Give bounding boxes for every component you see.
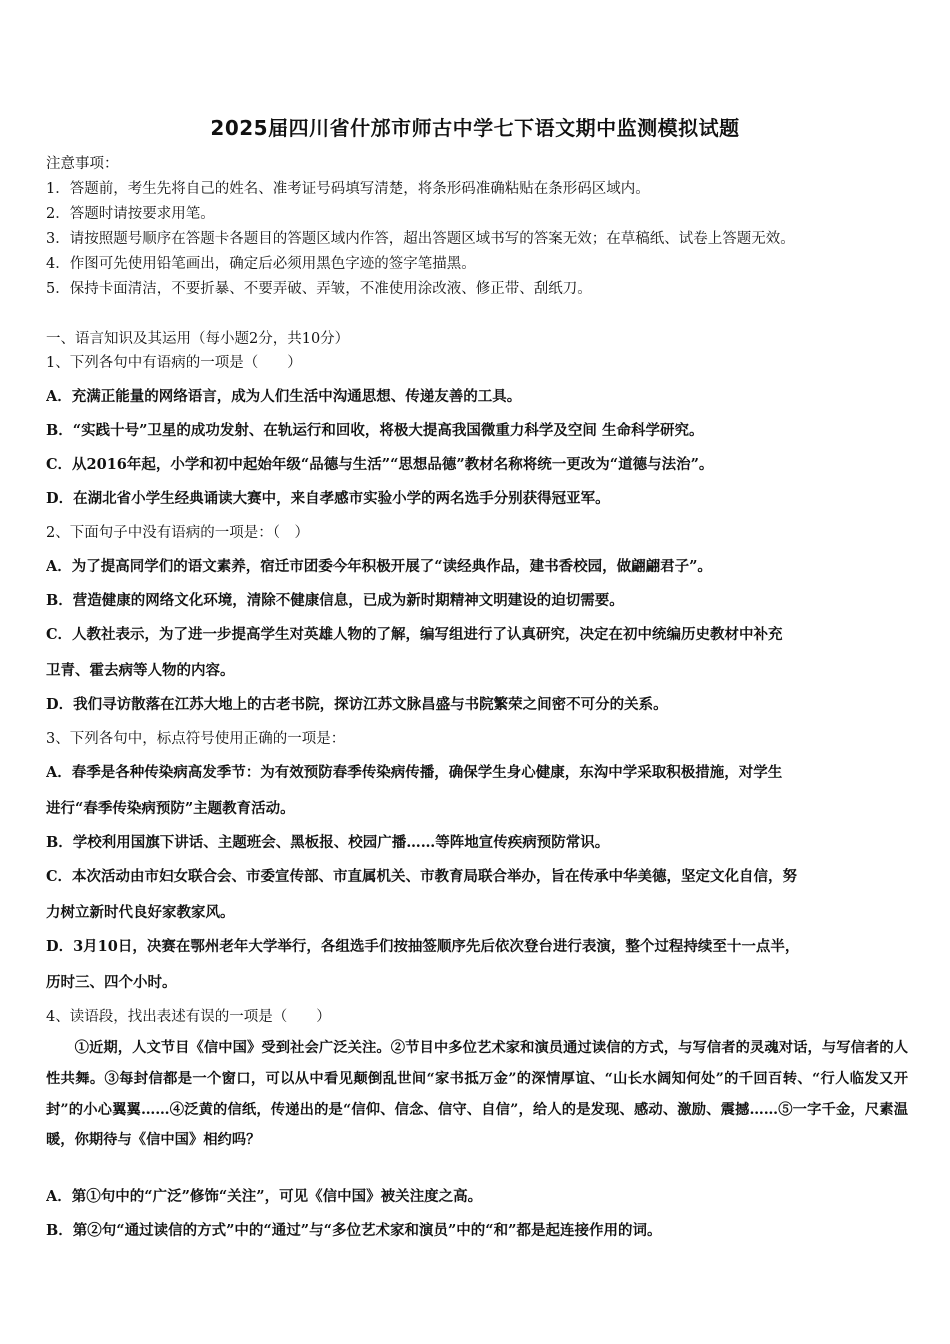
question-2-option-d: D．我们寻访散落在江苏大地上的古老书院，探访江苏文脉昌盛与书院繁荣之间密不可分的关系。 bbox=[46, 696, 668, 713]
question-4-passage: ①近期，人文节目《信中国》受到社会广泛关注。②节目中多位艺术家和演员通过读信的方式，与写信者的灵魂对话，与写信者的人性共舞。③每封信都是一个窗口，可以从中看见颠倒乱世间“家书抵万金”的深情厚谊、“山长水阔知何处”的千回百转、“行人临发又开封”的小心翼翼……④泛黄的信纸，传递出的是“信仰、信念、信守、自信”，给人的是发现、感动、激励、震撼……⑤一字千金，尺素温暖，你期待与《信中国》相约吗？ bbox=[46, 1040, 908, 1149]
note-item-4: 4．作图可先使用铅笔画出，确定后必须用黑色字迹的签字笔描黑。 bbox=[46, 256, 476, 272]
question-2-option-b: B．营造健康的网络文化环境，清除不健康信息，已成为新时期精神文明建设的迫切需要。 bbox=[46, 592, 624, 609]
note-item-5: 5．保持卡面清洁，不要折暴、不要弄破、弄皱，不准使用涂改液、修正带、刮纸刀。 bbox=[46, 281, 592, 297]
question-4-stem: 4、读语段，找出表述有误的一项是（ ） bbox=[46, 1009, 331, 1025]
question-3-option-c-line1: C．本次活动由市妇女联合会、市委宣传部、市直属机关、市教育局联合举办，旨在传承中华美德，坚定文化自信，努 bbox=[46, 868, 798, 885]
question-1-stem: 1、下列各句中有语病的一项是（ ） bbox=[46, 355, 302, 371]
question-1-option-c: C．从2016年起，小学和初中起始年级“品德与生活”“思想品德”教材名称将统一更改为“道德与法治”。 bbox=[46, 456, 714, 473]
question-1-option-d: D．在湖北省小学生经典诵读大赛中，来自孝感市实验小学的两名选手分别获得冠亚军。 bbox=[46, 490, 610, 507]
section-heading: 一、语言知识及其运用（每小题2分，共10分） bbox=[46, 331, 350, 347]
question-1-option-a: A．充满正能量的网络语言，成为人们生活中沟通思想、传递友善的工具。 bbox=[46, 388, 522, 405]
question-4-option-a: A．第①句中的“广泛”修饰“关注”，可见《信中国》被关注度之高。 bbox=[46, 1188, 483, 1205]
question-3-option-c-line2: 力树立新时代良好家教家风。 bbox=[46, 904, 235, 921]
note-item-2: 2．答题时请按要求用笔。 bbox=[46, 206, 215, 222]
question-3-option-d-line2: 历时三、四个小时。 bbox=[46, 974, 177, 991]
note-item-1: 1．答题前，考生先将自己的姓名、准考证号码填写清楚，将条形码准确粘贴在条形码区域内。 bbox=[46, 181, 650, 197]
question-4-option-b: B．第②句“通过读信的方式”中的“通过”与“多位艺术家和演员”中的“和”都是起连接作用的词。 bbox=[46, 1222, 662, 1239]
question-1-option-b: B．“实践十号”卫星的成功发射、在轨运行和回收，将极大提高我国微重力科学及空间 生命科学研究。 bbox=[46, 422, 704, 439]
question-3-option-a-line1: A．春季是各种传染病高发季节：为有效预防春季传染病传播，确保学生身心健康，东沟中学采取积极措施，对学生 bbox=[46, 764, 783, 781]
question-2-option-a: A．为了提高同学们的语文素养，宿迁市团委今年积极开展了“读经典作品，建书香校园，做翩翩君子”。 bbox=[46, 558, 712, 575]
exam-title: 2025届四川省什邡市师古中学七下语文期中监测模拟试题 bbox=[210, 116, 740, 140]
note-item-3: 3．请按照题号顺序在答题卡各题目的答题区域内作答，超出答题区域书写的答案无效；在草稿纸、试卷上答题无效。 bbox=[46, 231, 795, 247]
question-2-stem: 2、下面句子中没有语病的一项是：（ ） bbox=[46, 525, 309, 541]
question-2-option-c-line1: C．人教社表示，为了进一步提高学生对英雄人物的了解，编写组进行了认真研究，决定在初中统编历史教材中补充 bbox=[46, 626, 783, 643]
question-3-stem: 3、下列各句中，标点符号使用正确的一项是： bbox=[46, 731, 346, 747]
notes-heading: 注意事项： bbox=[46, 156, 119, 172]
question-2-option-c-line2: 卫青、霍去病等人物的内容。 bbox=[46, 662, 235, 679]
question-3-option-a-line2: 进行“春季传染病预防”主题教育活动。 bbox=[46, 800, 295, 817]
question-3-option-b: B．学校利用国旗下讲话、主题班会、黑板报、校园广播……等阵地宣传疾病预防常识。 bbox=[46, 834, 610, 851]
question-3-option-d-line1: D．3月10日，决赛在鄂州老年大学举行，各组选手们按抽签顺序先后依次登台进行表演，整个过程持续至十一点半， bbox=[46, 938, 800, 955]
